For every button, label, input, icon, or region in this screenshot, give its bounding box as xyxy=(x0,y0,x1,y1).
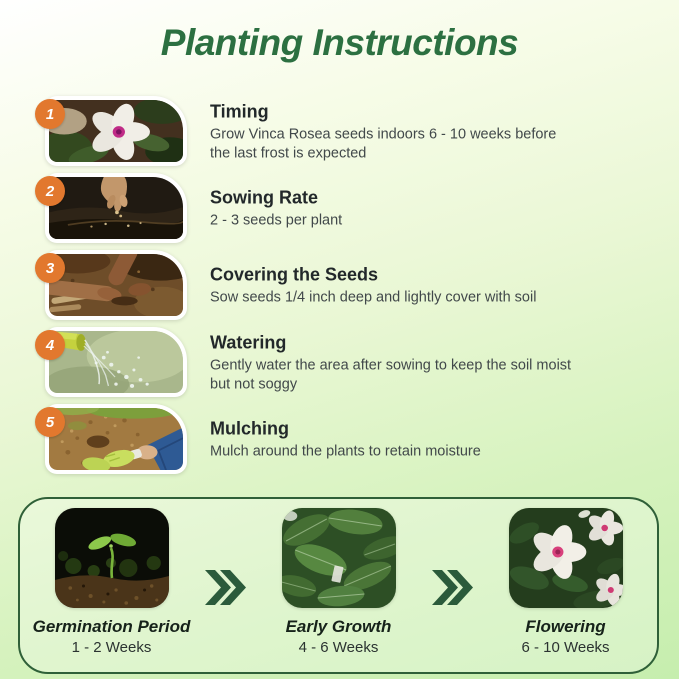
stage-germination xyxy=(21,508,203,656)
vinca-flower-photo xyxy=(45,96,187,166)
stage-label: Germination Period xyxy=(32,617,191,636)
stage-duration: 4 - 6 Weeks xyxy=(298,639,379,656)
step-description: Gently water the area after sowing to keep the soil moist but not soggy xyxy=(210,357,572,393)
step-watering xyxy=(35,327,645,397)
step-covering-seeds xyxy=(35,250,645,320)
stage-label: Early Growth xyxy=(285,617,392,636)
step-text xyxy=(210,102,645,163)
growth-timeline-box xyxy=(18,497,659,674)
covering-seeds-photo xyxy=(45,250,187,320)
steps-list xyxy=(35,96,645,481)
page-title: Planting Instructions xyxy=(160,22,519,63)
step-description: Grow Vinca Rosea seeds indoors 6 - 10 weeks before the last frost is expected xyxy=(210,126,557,162)
step-number-badge: 1 xyxy=(35,99,65,129)
step-title: Mulching xyxy=(210,418,289,439)
step-title: Sowing Rate xyxy=(210,187,319,208)
mulching-photo xyxy=(45,404,187,474)
young-plants-photo xyxy=(282,508,396,608)
step-title: Watering xyxy=(210,332,287,353)
sowing-seeds-photo xyxy=(45,173,187,243)
step-sowing-rate xyxy=(35,173,645,243)
stage-label: Flowering xyxy=(525,617,606,636)
stage-duration: 6 - 10 Weeks xyxy=(521,639,610,656)
step-number-badge: 2 xyxy=(35,176,65,206)
step-title: Timing xyxy=(210,101,269,122)
step-number-badge: 4 xyxy=(35,330,65,360)
white-flowers-photo xyxy=(509,508,623,608)
step-description: Mulch around the plants to retain moisture xyxy=(210,443,481,460)
step-text xyxy=(210,333,645,394)
step-number-badge: 3 xyxy=(35,253,65,283)
step-timing xyxy=(35,96,645,166)
step-text xyxy=(210,265,645,308)
step-mulching xyxy=(35,404,645,474)
step-number-badge: 5 xyxy=(35,407,65,437)
watering-photo xyxy=(45,327,187,397)
seedling-sprout-photo xyxy=(55,508,169,608)
step-text xyxy=(210,419,645,462)
stage-early-growth xyxy=(248,508,430,656)
step-description: 2 - 3 seeds per plant xyxy=(210,212,343,229)
step-description: Sow seeds 1/4 inch deep and lightly cover with soil xyxy=(210,289,537,306)
step-text xyxy=(210,188,645,231)
stage-flowering xyxy=(475,508,657,656)
double-chevron-right-icon xyxy=(203,569,248,606)
stage-duration: 1 - 2 Weeks xyxy=(71,639,152,656)
step-title: Covering the Seeds xyxy=(210,264,379,285)
double-chevron-right-icon xyxy=(430,569,475,606)
